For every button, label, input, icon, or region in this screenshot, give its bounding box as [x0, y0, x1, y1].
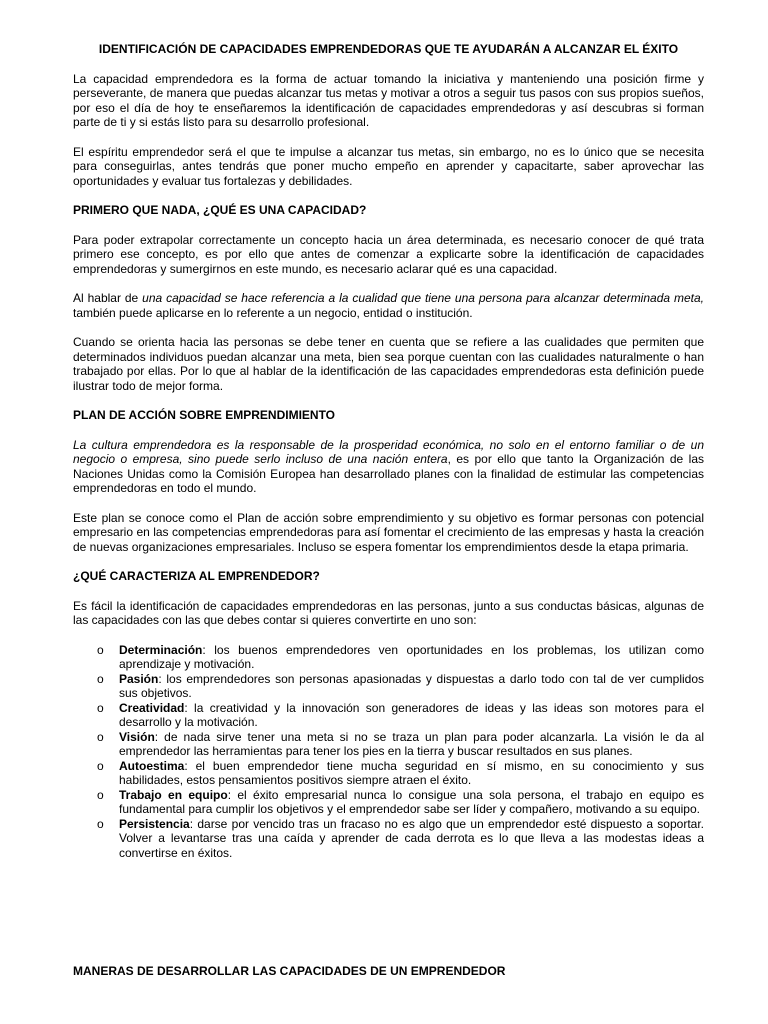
list-item: [73, 672, 704, 701]
section-heading-capacidad: PRIMERO QUE NADA, ¿QUÉ ES UNA CAPACIDAD?: [73, 203, 367, 217]
section-heading-plan: PLAN DE ACCIÓN SOBRE EMPRENDIMIENTO: [73, 408, 336, 422]
capacidad-paragraph-1: Para poder extrapolar correctamente un concepto hacia un área determinada, es necesario conocer de qué trata primero ese concepto, es por ello que antes de comenzar a explicarte sobre la identificación de capacidades emprendedoras y sumergirnos en este mundo, es necesario aclarar qué es una capacidad.: [73, 232, 704, 276]
list-item: [73, 788, 704, 817]
section-heading-emprendedor: ¿QUÉ CARACTERIZA AL EMPRENDEDOR?: [73, 569, 320, 583]
list-item-term: Determinación: [119, 642, 203, 657]
bullet-marker: o: [97, 816, 104, 831]
list-item-text: : los buenos emprendedores ven oportunidades en los problemas, los utilizan como aprendizaje y motivación.: [119, 642, 704, 671]
list-item: [73, 701, 704, 730]
bullet-marker: o: [97, 700, 104, 715]
capacidad-paragraph-2: [73, 291, 704, 320]
list-item-term: Autoestima: [119, 758, 185, 773]
capacidades-list: [73, 643, 704, 861]
list-item: [73, 730, 704, 759]
list-item: [73, 759, 704, 788]
list-item-term: Visión: [119, 729, 155, 744]
list-item-term: Creatividad: [119, 700, 185, 715]
bullet-marker: o: [97, 642, 104, 657]
emprendedor-paragraph-1: Es fácil la identificación de capacidades emprendedoras en las personas, junto a sus conductas básicas, algunas de las capacidades con las que debes contar si quieres convertirte en uno son:: [73, 598, 704, 627]
list-item-text: : el éxito empresarial nunca lo consigue una sola persona, el trabajo en equipo es fundamental para cumplir los objetivos y el emprendedor sabe ser líder y compañero, motivando a su equipo.: [119, 787, 704, 816]
list-item: [73, 643, 704, 672]
plan-paragraph-2: Este plan se conoce como el Plan de acción sobre emprendimiento y su objetivo es formar personas con potencial empresario en las competencias emprendedoras para así fomentar el crecimiento de las empresas y hasta la creación de nuevas organizaciones empresariales. Incluso se espera fomentar los emprendimientos desde la etapa primaria.: [73, 510, 704, 554]
capacidad-p2-start: Al hablar de: [73, 291, 143, 305]
capacidad-definition-italic: una capacidad se hace referencia a la cualidad que tiene una persona para alcanzar determinada meta,: [142, 291, 704, 305]
bullet-marker: o: [97, 671, 104, 686]
plan-paragraph-1: [73, 438, 704, 496]
bullet-marker: o: [97, 729, 104, 744]
capacidad-paragraph-3: Cuando se orienta hacia las personas se debe tener en cuenta que se refiere a las cualidades que permiten que determinados individuos puedan alcanzar una meta, bien sea porque cuentan con las cualidades naturalmente o han trabajado por ellas. Por lo que al hablar de la identificación de las capacidades emprendedoras esta definición puede ilustrar todo de mejor forma.: [73, 335, 704, 393]
section-heading-maneras: MANERAS DE DESARROLLAR LAS CAPACIDADES DE UN EMPRENDEDOR: [73, 964, 506, 978]
list-item-term: Trabajo en equipo: [119, 787, 228, 802]
list-item-term: Persistencia: [119, 816, 190, 831]
list-item-text: : el buen emprendedor tiene mucha seguridad en sí mismo, en su conocimiento y sus habilidades, estos pensamientos positivos siempre atraen el éxito.: [119, 758, 704, 787]
list-item-text: : de nada sirve tener una meta si no se traza un plan para poder alcanzarla. La visión le da al emprendedor las herramientas para tener los pies en la tierra y buscar resultados en sus planes.: [119, 729, 704, 758]
list-item-text: : darse por vencido tras un fracaso no es algo que un emprendedor esté dispuesto a soportar. Volver a levantarse tras una caída y aprender de cada derrota es lo que lleva a las modestas ideas a convertirse en éxitos.: [119, 816, 704, 860]
list-item-text: : la creatividad y la innovación son generadores de ideas y las ideas son motores para el desarrollo y la motivación.: [119, 700, 704, 729]
bullet-marker: o: [97, 758, 104, 773]
plan-p1-end: , es por ello que tanto la Organización de las Naciones Unidas como la Comisión Europea han desarrollado planes con la finalidad de estimular las competencias emprendedoras en todo el mundo.: [73, 452, 704, 495]
intro-paragraph-2: El espíritu emprendedor será el que te impulse a alcanzar tus metas, sin embargo, no es lo único que se necesita para conseguirlas, antes tendrás que poner mucho empeño en aprender y capacitarte, saber aprovechar las oportunidades y evaluar tus fortalezas y debilidades.: [73, 144, 704, 188]
list-item-term: Pasión: [119, 671, 159, 686]
bullet-marker: o: [97, 787, 104, 802]
list-item: [73, 817, 704, 861]
intro-paragraph-1: La capacidad emprendedora es la forma de actuar tomando la iniciativa y manteniendo una posición firme y perseverante, de manera que puedas alcanzar tus metas y motivar a otros a seguir tus pasos con sus propios sueños, por eso el día de hoy te enseñaremos la identificación de capacidades emprendedoras y así descubras si forman parte de ti y si estás listo para su desarrollo profesional.: [73, 71, 704, 129]
capacidad-p2-end: también puede aplicarse en lo referente a un negocio, entidad o institución.: [73, 305, 473, 320]
plan-italic-quote: La cultura emprendedora es la responsable de la prosperidad económica, no solo en el entorno familiar o de un negocio o empresa, sino puede serlo incluso de una nación entera: [73, 437, 704, 466]
document-title: IDENTIFICACIÓN DE CAPACIDADES EMPRENDEDORAS QUE TE AYUDARÁN A ALCANZAR EL ÉXITO: [98, 42, 679, 56]
list-item-text: : los emprendedores son personas apasionadas y dispuestas a darlo todo con tal de ver cumplidos sus objetivos.: [119, 671, 704, 700]
